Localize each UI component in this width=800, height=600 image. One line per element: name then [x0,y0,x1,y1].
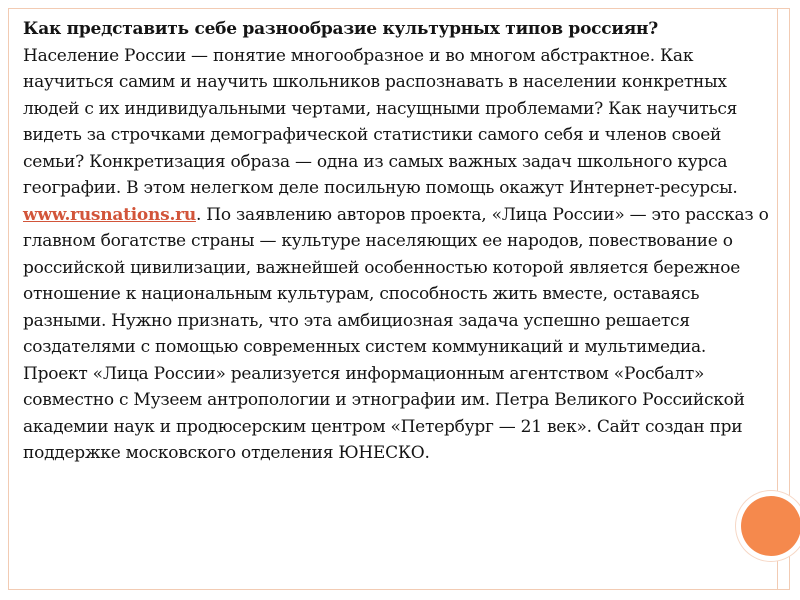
decorative-circle [741,496,800,556]
rusnations-link[interactable]: www.rusnations.ru [23,204,196,225]
paragraph-intro: Население России — понятие многообразное и во многом абстрактное. Как научиться самим и научить школьников распознавать в населении конкретных людей с их индивидуальными чертами, насущными проблемами? Как научиться видеть за строчками демографической статистики самого себя и членов своей семьи? Конкретизация образа — одна из самых важных задач школьного курса географии. В этом нелегком деле посильную помощь окажут Интернет-ресурсы. [23,45,738,198]
slide-title: Как представить себе разнообразие культурных типов россиян? [23,19,658,39]
paragraph-project: . По заявлению авторов проекта, «Лица России» — это рассказ о главном богатстве страны — культуре населяющих ее народов, повествование о российской цивилизации, важнейшей особенностью которой является бережное отношение к национальным культурам, способность жить вместе, оставаясь разными. Нужно признать, что эта амбициозная задача успешно решается создателями с помощью современных систем коммуникаций и мультимедиа. Проект «Лица России» реализуется информационным агентством «Росбалт» совместно с Музеем антропологии и этнографии им. Петра Великого Российской академии наук и продюсерским центром «Петербург — 21 век». Сайт создан при поддержке московского отделения ЮНЕСКО. [23,204,769,463]
slide-body-text [23,16,775,467]
